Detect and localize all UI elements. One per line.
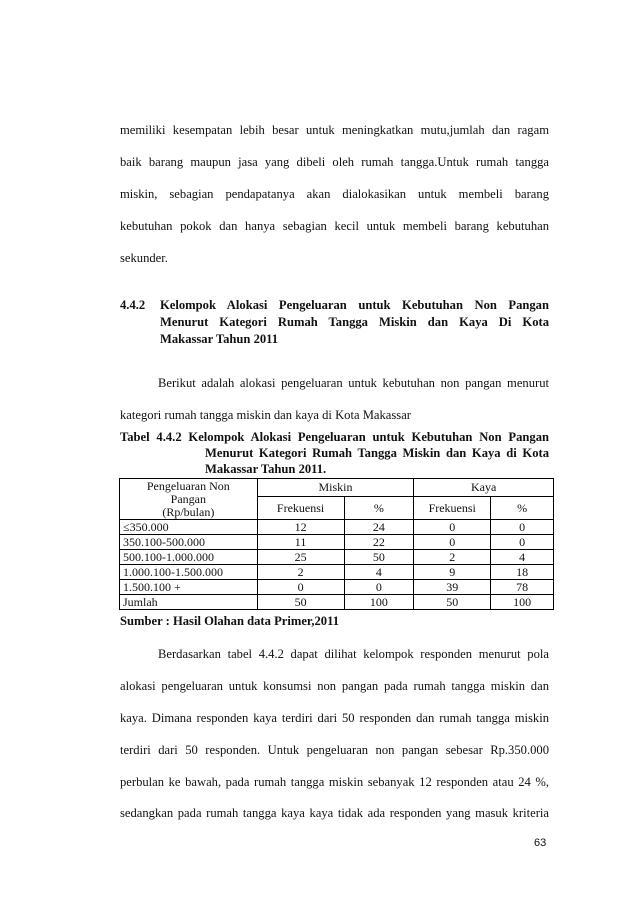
text-line: Berdasarkan tabel 4.4.2 dapat dilihat kelompok responden menurut pola [158, 647, 549, 661]
heading-line: Kelompok Alokasi Pengeluaran untuk Kebutuhan Non Pangan [160, 298, 549, 312]
row-label: 1.500.100 + [120, 580, 258, 595]
section-number: 4.4.2 [120, 298, 146, 312]
cell-miskin-frekuensi: 11 [257, 535, 344, 550]
table-row [120, 535, 554, 550]
section-heading [120, 298, 549, 348]
cell-miskin-frekuensi: 50 [257, 595, 344, 610]
header-text: (Rp/bulan) [162, 505, 215, 519]
page-number: 63 [534, 837, 547, 849]
text-line: alokasi pengeluaran untuk konsumsi non pangan pada rumah tangga miskin dan [120, 679, 549, 693]
table-row [120, 520, 554, 535]
cell-miskin-percent: 50 [344, 550, 414, 565]
row-label: 1.000.100-1.500.000 [120, 565, 258, 580]
cell-miskin-frekuensi: 12 [257, 520, 344, 535]
cell-kaya-percent: 78 [491, 580, 554, 595]
table-row [120, 580, 554, 595]
header-expenditure [120, 479, 258, 520]
cell-kaya-frekuensi: 39 [414, 580, 491, 595]
text-line: terdiri dari 50 responden. Untuk pengeluaran non pangan sebesar Rp.350.000 [120, 743, 549, 757]
cell-kaya-percent: 100 [491, 595, 554, 610]
row-label: Jumlah [120, 595, 258, 610]
cell-kaya-percent: 4 [491, 550, 554, 565]
text-line: kaya. Dimana responden kaya terdiri dari 50 responden dan rumah tangga miskin [120, 711, 549, 725]
text-line: baik barang maupun jasa yang dibeli oleh rumah tangga.Untuk rumah tangga [120, 155, 549, 169]
header-miskin: Miskin [257, 479, 414, 497]
text-line: sedangkan pada rumah tangga kaya kaya tidak ada responden yang masuk kriteria [120, 806, 549, 820]
cell-miskin-frekuensi: 2 [257, 565, 344, 580]
cell-kaya-frekuensi: 50 [414, 595, 491, 610]
text-line: sekunder. [120, 251, 168, 265]
cell-kaya-frekuensi: 0 [414, 520, 491, 535]
cell-kaya-percent: 18 [491, 565, 554, 580]
text-line: miskin, sebagian pendapatanya akan dialokasikan untuk membeli barang [120, 187, 549, 201]
table-row [120, 565, 554, 580]
cell-kaya-frekuensi: 9 [414, 565, 491, 580]
heading-line: Makassar Tahun 2011 [160, 332, 279, 346]
table-caption [120, 430, 549, 478]
cell-miskin-percent: 0 [344, 580, 414, 595]
text-line: perbulan ke bawah, pada rumah tangga miskin sebanyak 12 responden atau 24 %, [120, 775, 549, 789]
cell-kaya-frekuensi: 2 [414, 550, 491, 565]
header-frekuensi: Frekuensi [257, 497, 344, 520]
text-line: kebutuhan pokok dan hanya sebagian kecil untuk membeli barang kebutuhan [120, 219, 549, 233]
text-line: kategori rumah tangga miskin dan kaya di Kota Makassar [120, 408, 411, 422]
header-text: Pangan [170, 492, 206, 506]
cell-miskin-percent: 22 [344, 535, 414, 550]
cell-miskin-frekuensi: 25 [257, 550, 344, 565]
table-header-row [120, 479, 554, 497]
caption-line: Menurut Kategori Rumah Tangga Miskin dan Kaya di Kota [205, 446, 549, 460]
cell-miskin-percent: 100 [344, 595, 414, 610]
header-text: Pengeluaran Non [146, 479, 230, 493]
header-percent: % [491, 497, 554, 520]
caption-line: Tabel 4.4.2 Kelompok Alokasi Pengeluaran untuk Kebutuhan Non Pangan [120, 430, 549, 444]
header-kaya: Kaya [414, 479, 554, 497]
cell-miskin-percent: 24 [344, 520, 414, 535]
expenditure-table [119, 478, 554, 610]
header-frekuensi: Frekuensi [414, 497, 491, 520]
cell-miskin-frekuensi: 0 [257, 580, 344, 595]
cell-kaya-frekuensi: 0 [414, 535, 491, 550]
row-label: 500.100-1.000.000 [120, 550, 258, 565]
row-label: ≤350.000 [120, 520, 258, 535]
cell-kaya-percent: 0 [491, 520, 554, 535]
heading-line: Menurut Kategori Rumah Tangga Miskin dan Kaya Di Kota [160, 315, 549, 329]
table-row-total [120, 595, 554, 610]
table-row [120, 550, 554, 565]
cell-kaya-percent: 0 [491, 535, 554, 550]
caption-line: Makassar Tahun 2011. [205, 462, 327, 476]
row-label: 350.100-500.000 [120, 535, 258, 550]
text-line: Berikut adalah alokasi pengeluaran untuk kebutuhan non pangan menurut [158, 376, 549, 390]
header-percent: % [344, 497, 414, 520]
table-source: Sumber : Hasil Olahan data Primer,2011 [120, 614, 340, 628]
cell-miskin-percent: 4 [344, 565, 414, 580]
text-line: memiliki kesempatan lebih besar untuk meningkatkan mutu,jumlah dan ragam [120, 123, 549, 137]
